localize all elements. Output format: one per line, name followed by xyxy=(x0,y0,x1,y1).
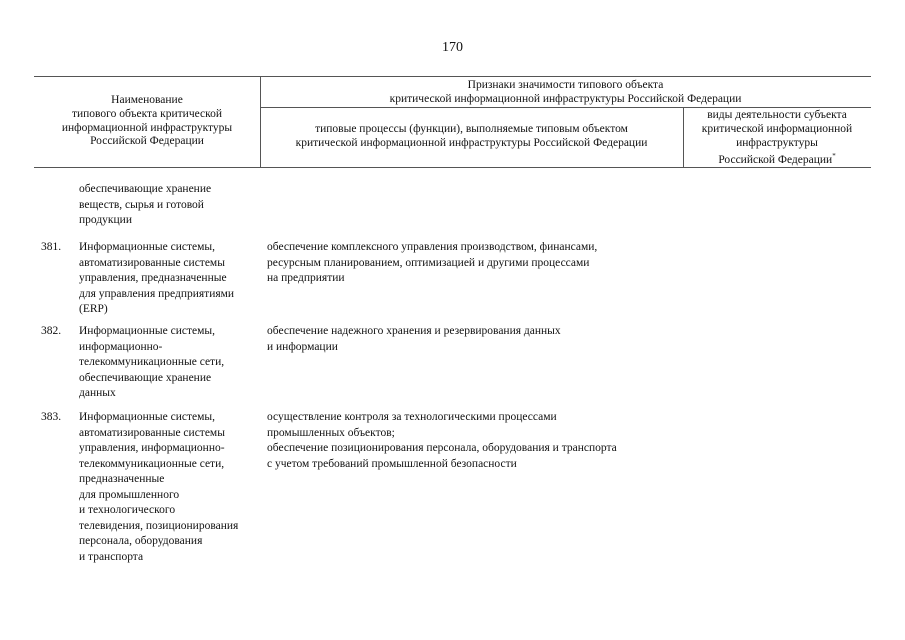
header-col-activities-text: виды деятельности субъекта критической информационной инфраструктуры Российской Федерации xyxy=(701,109,853,167)
row-name: Информационные системы, информационно- телекоммуникационные сети, обеспечивающие хранение данных xyxy=(79,325,225,399)
header-footnote-mark: * xyxy=(832,152,836,161)
row-processes: осуществление контроля за технологическими процессами промышленных объектов; обеспечение позиционирования персонала, оборудования и транспорта с учетом требований промышленной безопасности xyxy=(267,411,617,470)
header-mid-rule xyxy=(260,107,871,108)
header-col-processes: типовые процессы (функции), выполняемые типовым объектом критической информационной инфраструктуры Российской Федерации xyxy=(295,123,648,149)
page-number: 170 xyxy=(442,40,463,55)
row-name: Информационные системы, автоматизированные системы управления, предназначенные для управления предприятиями (ERP) xyxy=(79,241,235,315)
header-top-rule xyxy=(34,76,871,77)
row-name: обеспечивающие хранение веществ, сырья и готовой продукции xyxy=(79,183,212,226)
row-number: 381. xyxy=(41,241,62,253)
row-number: 382. xyxy=(41,325,62,337)
row-processes: обеспечение надежного хранения и резервирования данных и информации xyxy=(267,325,561,353)
header-group: Признаки значимости типового объекта критической информационной инфраструктуры Российской Федерации xyxy=(389,79,742,105)
header-col-activities xyxy=(683,109,871,168)
row-number: 383. xyxy=(41,411,62,423)
row-processes: обеспечение комплексного управления производством, финансами, ресурсным планированием, оптимизацией и другими процессами на предприятии xyxy=(267,241,598,284)
row-name: Информационные системы, автоматизированные системы управления, информационно- телекоммуникационные сети, предназначенные для промышленного и технологического телевидения, позиционирования персонала, оборудования и транспорта xyxy=(79,411,239,563)
header-col-name: Наименование типового объекта критической информационной инфраструктуры Российской Федерации xyxy=(61,94,233,148)
